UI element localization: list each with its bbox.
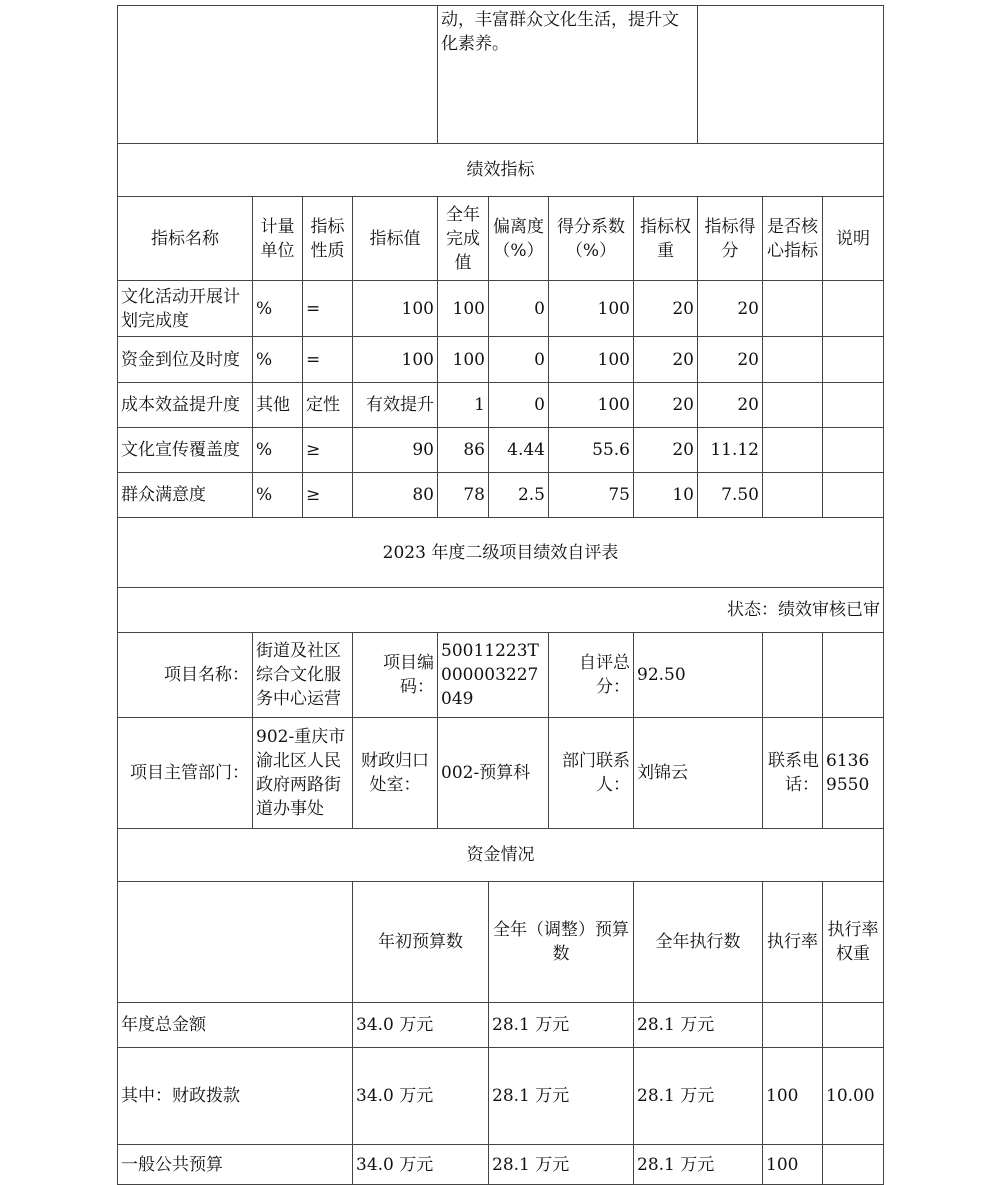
header-unit: 计量单位 (253, 197, 303, 281)
project-code-label: 项目编码： (353, 633, 438, 718)
initial-budget: 34.0 万元 (353, 1003, 489, 1048)
empty-cell (823, 633, 884, 718)
status-text: 状态：绩效审核已审 (118, 588, 884, 633)
funds-header-blank (118, 882, 353, 1003)
nature: ≥ (303, 428, 353, 473)
actual-value: 100 (438, 337, 489, 383)
perf-section-row (118, 144, 884, 197)
office-label: 财政归口处室： (353, 718, 438, 829)
initial-budget: 34.0 万元 (353, 1145, 489, 1185)
project-info-row (118, 633, 884, 718)
target-value: 90 (353, 428, 438, 473)
goal-text: 动，丰富群众文化生活，提升文化素养。 (441, 10, 679, 54)
score: 7.50 (698, 473, 763, 518)
unit: % (253, 473, 303, 518)
nature: = (303, 281, 353, 337)
header-score-coefficient: 得分系数（%） (549, 197, 634, 281)
execution-rate (763, 1003, 823, 1048)
unit: % (253, 337, 303, 383)
adjusted-budget: 28.1 万元 (489, 1048, 634, 1145)
deviation: 4.44 (489, 428, 549, 473)
weight: 20 (634, 281, 698, 337)
indicator-name: 文化活动开展计划完成度 (118, 281, 253, 337)
funds-section-row (118, 829, 884, 882)
empty-cell (698, 6, 884, 144)
table-row (118, 383, 884, 428)
header-nature: 指标性质 (303, 197, 353, 281)
perf-section-title: 绩效指标 (118, 144, 884, 197)
header-remark: 说明 (823, 197, 884, 281)
rate-weight: 10.00 (823, 1048, 884, 1145)
rate-weight (823, 1145, 884, 1185)
table-row (118, 281, 884, 337)
funds-header-row (118, 882, 884, 1003)
remark (823, 281, 884, 337)
remark (823, 383, 884, 428)
weight: 20 (634, 428, 698, 473)
executed-amount: 28.1 万元 (634, 1003, 763, 1048)
score: 20 (698, 337, 763, 383)
header-adjusted-budget: 全年（调整）预算数 (489, 882, 634, 1003)
score: 20 (698, 383, 763, 428)
goal-text-cell (438, 6, 698, 144)
score: 11.12 (698, 428, 763, 473)
core-indicator (763, 383, 823, 428)
empty-cell (118, 6, 438, 144)
header-rate-weight: 执行率权重 (823, 882, 884, 1003)
execution-rate: 100 (763, 1048, 823, 1145)
header-indicator-name: 指标名称 (118, 197, 253, 281)
actual-value: 1 (438, 383, 489, 428)
target-value: 100 (353, 281, 438, 337)
rate-weight (823, 1003, 884, 1048)
self-score: 92.50 (634, 633, 763, 718)
target-value: 100 (353, 337, 438, 383)
fund-item: 其中：财政拨款 (118, 1048, 353, 1145)
indicator-name: 成本效益提升度 (118, 383, 253, 428)
header-score: 指标得分 (698, 197, 763, 281)
executed-amount: 28.1 万元 (634, 1048, 763, 1145)
unit: % (253, 281, 303, 337)
score-coefficient: 55.6 (549, 428, 634, 473)
actual-value: 78 (438, 473, 489, 518)
perf-header-row (118, 197, 884, 281)
table-row (118, 428, 884, 473)
project-code: 50011223T000003227049 (438, 633, 549, 718)
status-row (118, 588, 884, 633)
score-coefficient: 75 (549, 473, 634, 518)
execution-rate: 100 (763, 1145, 823, 1185)
eval-title-row (118, 518, 884, 588)
table-row (118, 473, 884, 518)
header-weight: 指标权重 (634, 197, 698, 281)
indicator-name: 文化宣传覆盖度 (118, 428, 253, 473)
unit: 其他 (253, 383, 303, 428)
remark (823, 428, 884, 473)
initial-budget: 34.0 万元 (353, 1048, 489, 1145)
phone-number: 61369550 (823, 718, 884, 829)
contact-label: 部门联系人： (549, 718, 634, 829)
adjusted-budget: 28.1 万元 (489, 1145, 634, 1185)
deviation: 0 (489, 383, 549, 428)
remark (823, 473, 884, 518)
department-info-row (118, 718, 884, 829)
adjusted-budget: 28.1 万元 (489, 1003, 634, 1048)
indicator-name: 群众满意度 (118, 473, 253, 518)
nature: ≥ (303, 473, 353, 518)
remark (823, 337, 884, 383)
deviation: 0 (489, 337, 549, 383)
header-target-value: 指标值 (353, 197, 438, 281)
project-goal-fragment-row (118, 6, 884, 144)
actual-value: 100 (438, 281, 489, 337)
contact-name: 刘锦云 (634, 718, 763, 829)
nature: 定性 (303, 383, 353, 428)
table-row (118, 1003, 884, 1048)
fund-item: 一般公共预算 (118, 1145, 353, 1185)
table-row (118, 1145, 884, 1185)
deviation: 0 (489, 281, 549, 337)
indicator-name: 资金到位及时度 (118, 337, 253, 383)
table-row (118, 1048, 884, 1145)
core-indicator (763, 281, 823, 337)
funds-section-title: 资金情况 (118, 829, 884, 882)
evaluation-table (117, 5, 884, 1185)
office-name: 002-预算科 (438, 718, 549, 829)
score-coefficient: 100 (549, 383, 634, 428)
eval-title: 2023 年度二级项目绩效自评表 (118, 518, 884, 588)
header-execution-rate: 执行率 (763, 882, 823, 1003)
fund-item: 年度总金额 (118, 1003, 353, 1048)
unit: % (253, 428, 303, 473)
dept-name: 902-重庆市渝北区人民政府两路街道办事处 (253, 718, 353, 829)
table-row (118, 337, 884, 383)
evaluation-document (117, 5, 883, 1175)
header-core-indicator: 是否核心指标 (763, 197, 823, 281)
target-value: 有效提升 (353, 383, 438, 428)
header-initial-budget: 年初预算数 (353, 882, 489, 1003)
actual-value: 86 (438, 428, 489, 473)
score-coefficient: 100 (549, 337, 634, 383)
score: 20 (698, 281, 763, 337)
executed-amount: 28.1 万元 (634, 1145, 763, 1185)
header-deviation: 偏离度（%） (489, 197, 549, 281)
nature: = (303, 337, 353, 383)
dept-label: 项目主管部门： (118, 718, 253, 829)
project-name-label: 项目名称： (118, 633, 253, 718)
score-coefficient: 100 (549, 281, 634, 337)
phone-label: 联系电话： (763, 718, 823, 829)
weight: 20 (634, 383, 698, 428)
core-indicator (763, 428, 823, 473)
empty-cell (763, 633, 823, 718)
weight: 10 (634, 473, 698, 518)
weight: 20 (634, 337, 698, 383)
core-indicator (763, 337, 823, 383)
target-value: 80 (353, 473, 438, 518)
project-name: 街道及社区综合文化服务中心运营 (253, 633, 353, 718)
self-score-label: 自评总分： (549, 633, 634, 718)
header-actual-value: 全年完成值 (438, 197, 489, 281)
header-executed: 全年执行数 (634, 882, 763, 1003)
deviation: 2.5 (489, 473, 549, 518)
core-indicator (763, 473, 823, 518)
